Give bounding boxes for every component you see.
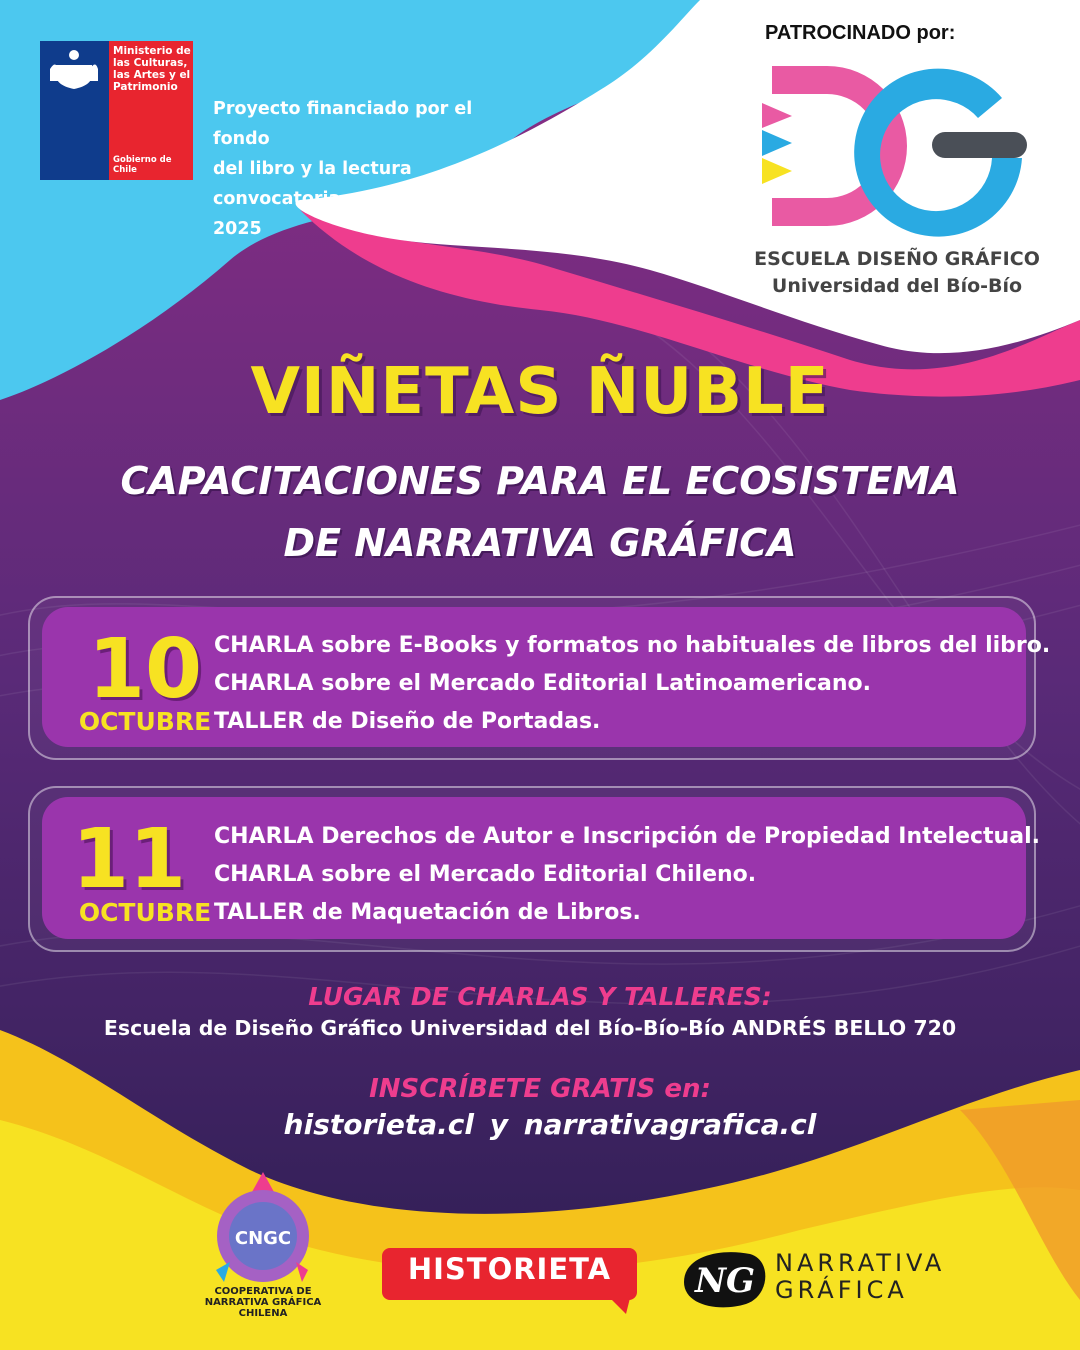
day-month: OCTUBRE [78, 898, 212, 927]
day-items [214, 627, 1050, 741]
location-address: Escuela de Diseño Gráfico Universidad del Bío-Bío-Bío ANDRÉS BELLO 720 [103, 1016, 957, 1040]
ng-abbr: NG [694, 1261, 756, 1301]
ministry-logo-red [109, 41, 193, 180]
ministry-logo-blue [40, 41, 109, 180]
narrativa-grafica-name: NARRATIVA GRÁFICA [775, 1249, 946, 1304]
sponsor-label: PATROCINADO por: [765, 22, 956, 44]
cngc-abbr: CNGC [234, 1228, 292, 1249]
project-funding-text: Proyecto financiado por el fondo del libro y la lectura convocatoria 2025 [213, 99, 473, 239]
crest-icon [46, 47, 102, 91]
register-heading: INSCRÍBETE GRATIS en: [369, 1074, 711, 1104]
list-item: TALLER de Maquetación de Libros. [214, 900, 641, 925]
historieta-logo-text: HISTORIETA [407, 1252, 612, 1286]
dg-school-logo [762, 58, 1032, 238]
school-line-2: Universidad del Bío-Bío [771, 275, 1023, 297]
register-links[interactable]: historieta.cl y narrativagrafica.cl [283, 1108, 817, 1141]
narrativa-grafica-logo-mark [680, 1246, 770, 1310]
ministry-logo [40, 41, 193, 180]
school-line-1: ESCUELA DISEÑO GRÁFICO [754, 248, 1040, 270]
day-month: OCTUBRE [78, 707, 212, 736]
event-title: VIÑETAS ÑUBLE [250, 355, 830, 429]
day-card-10 [42, 607, 1051, 747]
ministry-name: Ministerio de las Culturas, las Artes y el Patrimonio [113, 45, 191, 93]
list-item: TALLER de Diseño de Portadas. [214, 709, 601, 734]
day-number: 11 [71, 812, 187, 907]
day-card-11 [42, 797, 1040, 939]
list-item: CHARLA Derechos de Autor e Inscripción de Propiedad Intelectual. [214, 824, 1040, 849]
list-item: CHARLA sobre E-Books y formatos no habituales de libros del libro. [214, 633, 1051, 658]
day-items [214, 818, 1040, 932]
list-item: CHARLA sobre el Mercado Editorial Chileno. [214, 862, 757, 887]
government-label: Gobierno de Chile [113, 155, 172, 175]
cngc-name: COOPERATIVA DE NARRATIVA GRÁFICA CHILENA [204, 1286, 322, 1319]
location-heading: LUGAR DE CHARLAS Y TALLERES: [308, 982, 772, 1011]
sponsor-school-name [752, 246, 1042, 300]
day-number: 10 [87, 622, 203, 717]
list-item: CHARLA sobre el Mercado Editorial Latinoamericano. [214, 671, 871, 696]
event-subtitle: CAPACITACIONES PARA EL ECOSISTEMA DE NARRATIVA GRÁFICA [120, 459, 960, 565]
